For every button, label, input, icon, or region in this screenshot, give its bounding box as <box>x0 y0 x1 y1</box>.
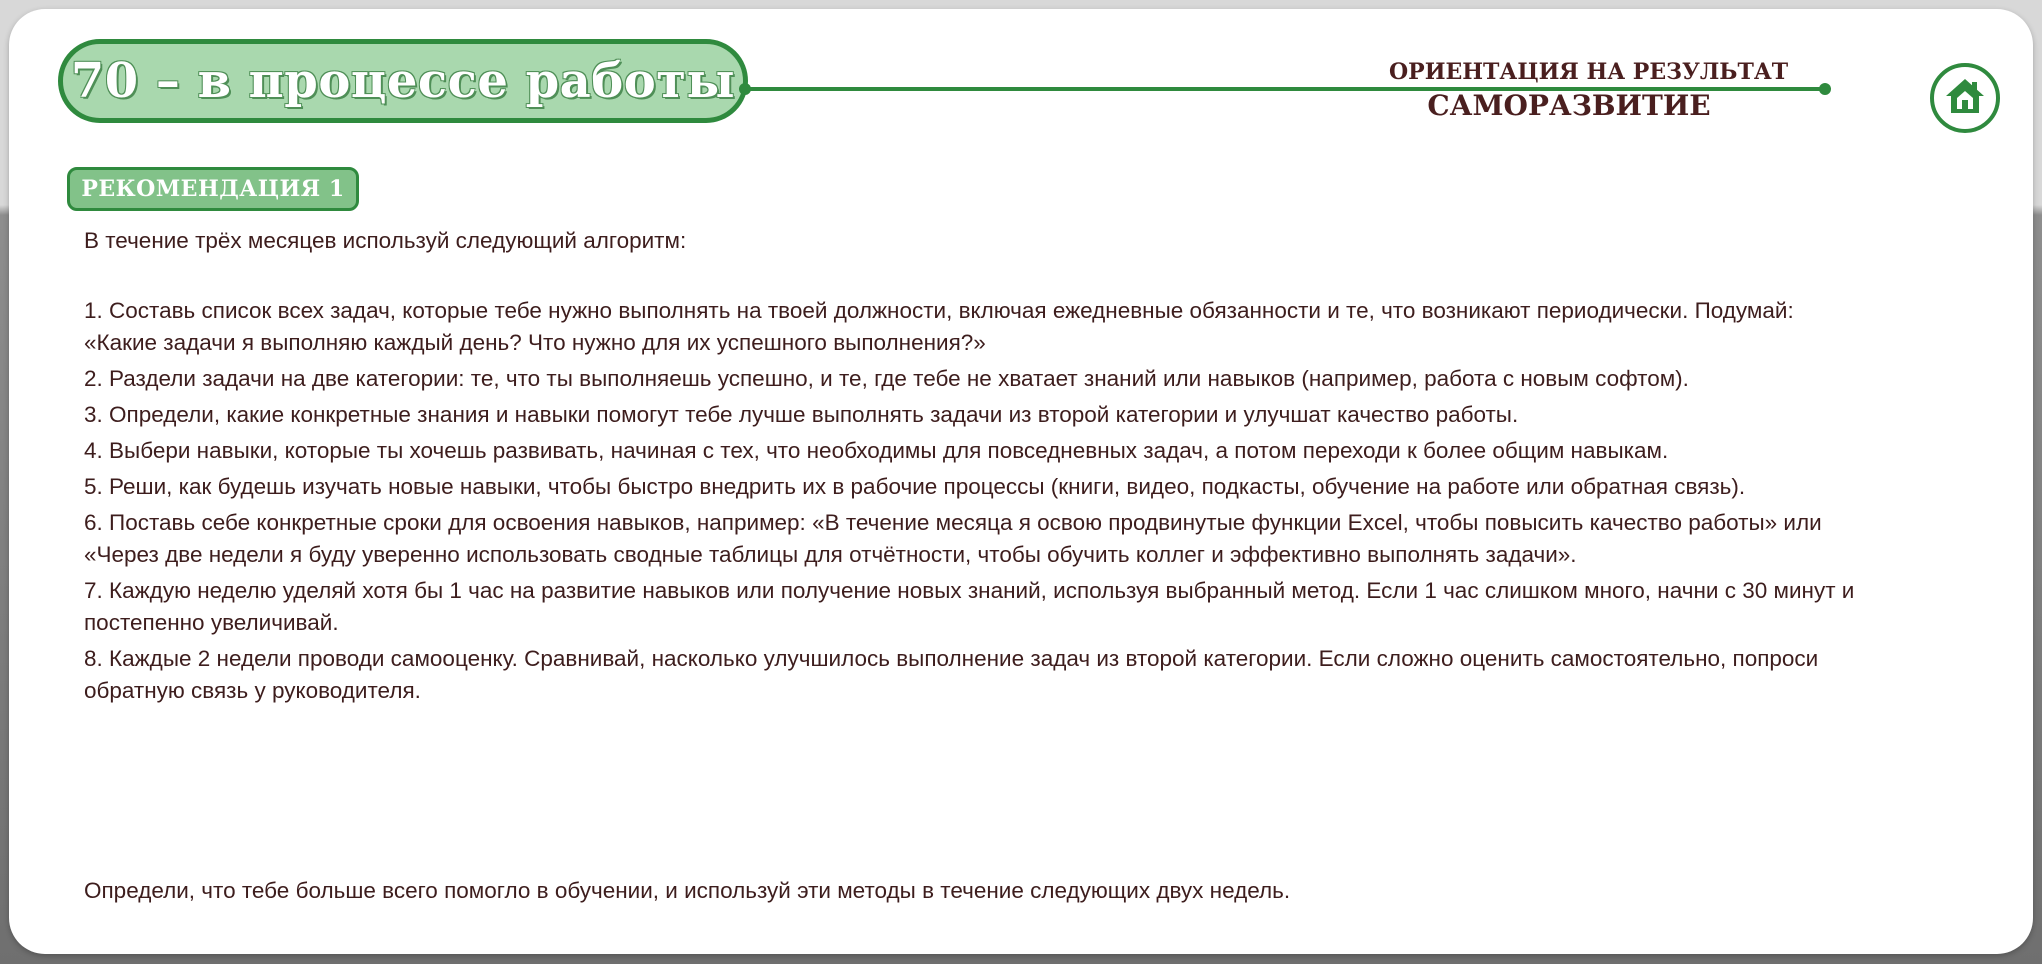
algorithm-steps-list <box>84 295 1864 711</box>
algorithm-step: 7. Каждую неделю уделяй хотя бы 1 час на развитие навыков или получение новых знаний, используя выбранный метод. Если 1 час слишком много, начни с 30 минут и постепенно увеличивай. <box>84 578 1855 635</box>
algorithm-step: 6. Поставь себе конкретные сроки для освоения навыков, например: «В течение месяца я освою продвинутые функции Excel, чтобы повысить качество работы» или «Через две недели я буду уверенно использовать сводные таблицы для отчётности, чтобы обучить коллег и эффективно выполнять задачи». <box>84 510 1822 567</box>
algorithm-step: 5. Реши, как будешь изучать новые навыки, чтобы быстро внедрить их в рабочие процессы (книги, видео, подкасты, обучение на работе или обратная связь). <box>84 474 1746 499</box>
page-title: 70 – в процессе работы <box>70 53 736 109</box>
section-title-pill <box>58 39 748 123</box>
algorithm-step: 3. Определи, какие конкретные знания и навыки помогут тебе лучше выполнять задачи из второй категории и улучшат качество работы. <box>84 402 1519 427</box>
algorithm-step: 4. Выбери навыки, которые ты хочешь развивать, начиная с тех, что необходимы для повседневных задач, а потом переходи к более общим навыкам. <box>84 438 1669 463</box>
home-icon <box>1943 76 1987 121</box>
recommendation-intro: В течение трёх месяцев используй следующий алгоритм: <box>84 228 687 253</box>
content-card <box>9 9 2033 954</box>
algorithm-step: 2. Раздели задачи на две категории: те, что ты выполняешь успешно, и те, где тебе не хватает знаний или навыков (например, работа с новым софтом). <box>84 366 1689 391</box>
algorithm-step: 8. Каждые 2 недели проводи самооценку. Сравнивай, насколько улучшилось выполнение задач из второй категории. Если сложно оценить самостоятельно, попроси обратную связь у руководителя. <box>84 646 1819 703</box>
algorithm-step: 1. Составь список всех задач, которые тебе нужно выполнять на твоей должности, включая ежедневные обязанности и те, что возникают периодически. Подумай: «Какие задачи я выполняю каждый день? Что нужно для их успешного выполнения?» <box>84 298 1794 355</box>
home-button[interactable] <box>1930 63 2000 133</box>
competency-category: ОРИЕНТАЦИЯ НА РЕЗУЛЬТАТ <box>1389 59 1789 85</box>
recommendation-badge <box>67 167 359 211</box>
competency-name: САМОРАЗВИТИЕ <box>1427 89 1711 122</box>
recommendation-closing: Определи, что тебе больше всего помогло в обучении, и используй эти методы в течение следующих двух недель. <box>84 878 1291 903</box>
recommendation-label: РЕКОМЕНДАЦИЯ 1 <box>81 176 345 202</box>
header-line-end-dot <box>1819 83 1831 95</box>
